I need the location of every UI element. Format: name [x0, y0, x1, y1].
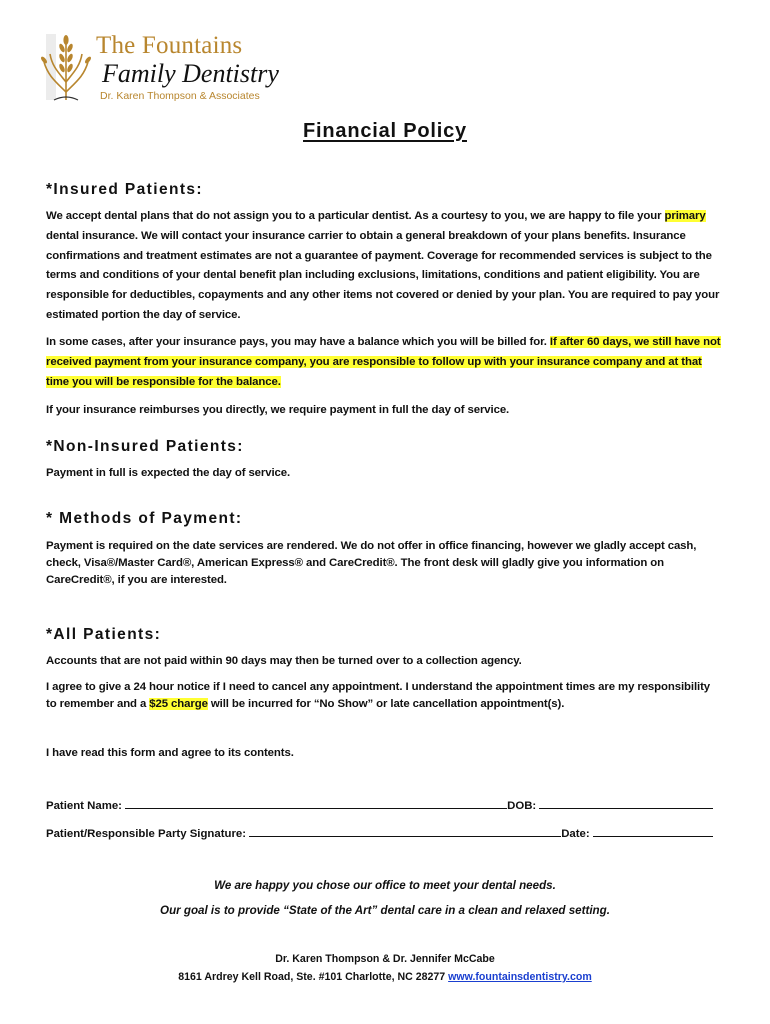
website-link[interactable]: www.fountainsdentistry.com	[448, 971, 592, 983]
insured-p2-highlight: If after 60 days, we still have not received payment from your insurance company, you are responsible to follow up with your insurance company and at that time you will be responsible for the balance.	[46, 336, 721, 388]
methods-of-payment-heading: * Methods of Payment:	[46, 510, 243, 527]
closing-line-1: We are happy you chose our office to meet your dental needs.	[214, 879, 556, 892]
insured-p2-text-a: In some cases, after your insurance pays, you may have a balance which you will be billed for.	[46, 336, 550, 348]
patient-name-label: Patient Name:	[46, 800, 126, 812]
all-paragraph-2	[46, 679, 722, 713]
footer-address-row	[0, 971, 770, 983]
signature-label: Patient/Responsible Party Signature:	[46, 828, 250, 840]
all-paragraph-1: Accounts that are not paid within 90 days may then be turned over to a collection agency.	[46, 655, 522, 667]
insured-paragraph-3: If your insurance reimburses you directly, we require payment in full the day of service.	[46, 404, 510, 416]
footer-doctors: Dr. Karen Thompson & Dr. Jennifer McCabe	[275, 953, 495, 965]
signature-row	[46, 824, 713, 840]
date-field[interactable]	[593, 824, 713, 837]
insured-p1-text-b: dental insurance. We will contact your insurance carrier to obtain a general breakdown of your plans benefits. Insurance confirmations and treatment estimates are not a guarantee of payment. Coverage for recommended services is subject to the terms and conditions of your dental benefit plan including exclusions, limitations, conditions and patient eligibility. You are responsible for deductibles, copayments and any other items not covered or denied by your plan. You are required to pay your estimated portion the day of service.	[46, 229, 720, 321]
logo-name-line: The Fountains	[96, 32, 243, 59]
insured-paragraph-1	[46, 207, 722, 326]
insured-paragraph-2	[46, 333, 722, 392]
insured-p1-text-a: We accept dental plans that do not assign you to a particular dentist. As a courtesy to you, we are happy to file your	[46, 210, 665, 222]
dob-label: DOB:	[507, 800, 540, 812]
non-insured-paragraph: Payment in full is expected the day of service.	[46, 467, 291, 479]
non-insured-patients-heading: *Non-Insured Patients:	[46, 438, 244, 455]
all-p2-text-b: will be incurred for “No Show” or late cancellation appointment(s).	[207, 698, 565, 710]
footer-address: 8161 Ardrey Kell Road, Ste. #101 Charlotte, NC 28277	[178, 971, 449, 983]
all-p2-text-a: I agree to give a 24 hour notice if I need to cancel any appointment. I understand the appointment times are my responsibility to remember and a	[46, 681, 711, 710]
logo-associates-line: Dr. Karen Thompson & Associates	[100, 90, 260, 102]
all-p2-highlight: $25 charge	[149, 698, 208, 710]
practice-logo	[40, 32, 280, 106]
signature-field[interactable]	[249, 824, 561, 837]
dob-field[interactable]	[539, 796, 713, 809]
closing-line-2: Our goal is to provide “State of the Art” dental care in a clean and relaxed setting.	[160, 904, 610, 917]
methods-paragraph: Payment is required on the date services are rendered. We do not offer in office financing, however we gladly accept cash, check, Visa®/Master Card®, American Express® and CareCredit®. The front desk will gladly give you information on CareCredit®, if you are interested.	[46, 540, 697, 586]
insured-p1-highlight: primary	[664, 210, 706, 222]
patient-name-field[interactable]	[125, 796, 507, 809]
date-label: Date:	[561, 828, 593, 840]
page-title	[0, 120, 770, 143]
patient-name-row	[46, 796, 713, 812]
fountain-wheat-icon	[40, 32, 92, 104]
insured-patients-heading: *Insured Patients:	[46, 181, 203, 198]
all-patients-heading: *All Patients:	[46, 626, 162, 643]
page-title-text: Financial Policy	[303, 120, 467, 142]
agreement-statement: I have read this form and agree to its contents.	[46, 747, 294, 759]
logo-subtitle-line: Family Dentistry	[102, 59, 279, 88]
